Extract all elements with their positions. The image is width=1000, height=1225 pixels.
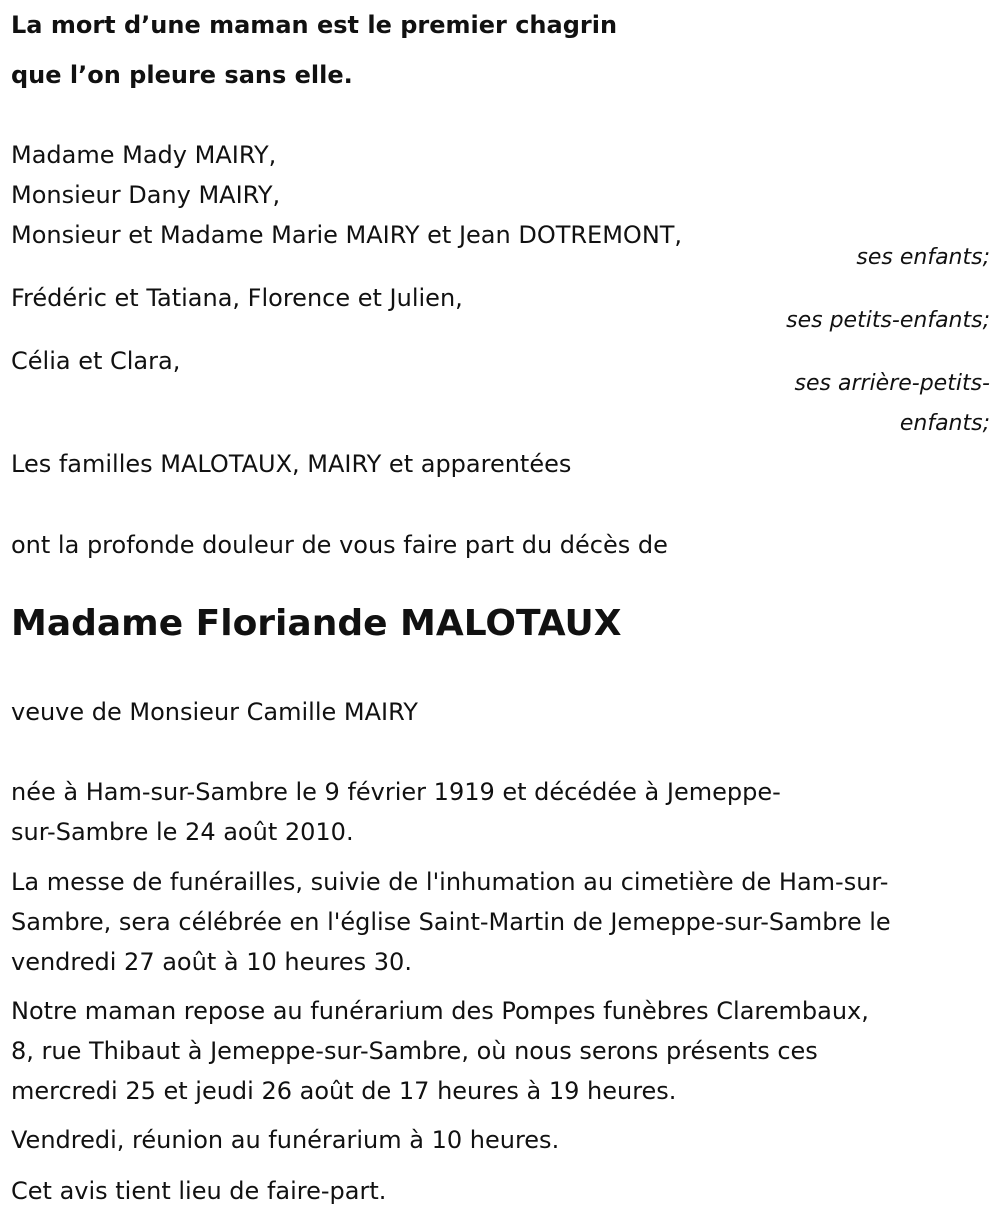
quote-line-2: que l’on pleure sans elle. (11, 61, 353, 89)
announcement: ont la profonde douleur de vous faire part du décès de (11, 531, 668, 559)
families: Les familles MALOTAUX, MAIRY et apparentées (11, 450, 572, 478)
child-3: Monsieur et Madame Marie MAIRY et Jean DOTREMONT, (11, 221, 683, 249)
great-grandchildren-label-1: ses arrière-petits- (794, 371, 990, 396)
children-label: ses enfants; (856, 245, 990, 270)
great-grandchildren: Célia et Clara, (11, 347, 181, 375)
birth-death-line-1: née à Ham-sur-Sambre le 9 février 1919 et décédée à Jemeppe- (11, 778, 781, 806)
funeral-line-1: La messe de funérailles, suivie de l'inhumation au cimetière de Ham-sur- (11, 868, 889, 896)
child-2: Monsieur Dany MAIRY, (11, 181, 281, 209)
rest-line-1: Notre maman repose au funérarium des Pompes funèbres Clarembaux, (11, 997, 869, 1025)
great-grandchildren-label-2: enfants; (899, 411, 990, 436)
birth-death-line-2: sur-Sambre le 24 août 2010. (11, 818, 354, 846)
deceased-name: Madame Floriande MALOTAUX (11, 603, 622, 644)
quote-line-1: La mort d’une maman est le premier chagrin (11, 11, 618, 39)
funeral-line-2: Sambre, sera célébrée en l'église Saint-Martin de Jemeppe-sur-Sambre le (11, 908, 891, 936)
rest-line-2: 8, rue Thibaut à Jemeppe-sur-Sambre, où nous serons présents ces (11, 1037, 818, 1065)
grandchildren-label: ses petits-enfants; (786, 308, 990, 333)
rest-line-3: mercredi 25 et jeudi 26 août de 17 heures à 19 heures. (11, 1077, 677, 1105)
grandchildren: Frédéric et Tatiana, Florence et Julien, (11, 284, 463, 312)
funeral-line-3: vendredi 27 août à 10 heures 30. (11, 948, 412, 976)
notice-info: Cet avis tient lieu de faire-part. (11, 1177, 387, 1205)
child-1: Madame Mady MAIRY, (11, 141, 277, 169)
widow-of: veuve de Monsieur Camille MAIRY (11, 698, 418, 726)
meeting-info: Vendredi, réunion au funérarium à 10 heures. (11, 1126, 560, 1154)
